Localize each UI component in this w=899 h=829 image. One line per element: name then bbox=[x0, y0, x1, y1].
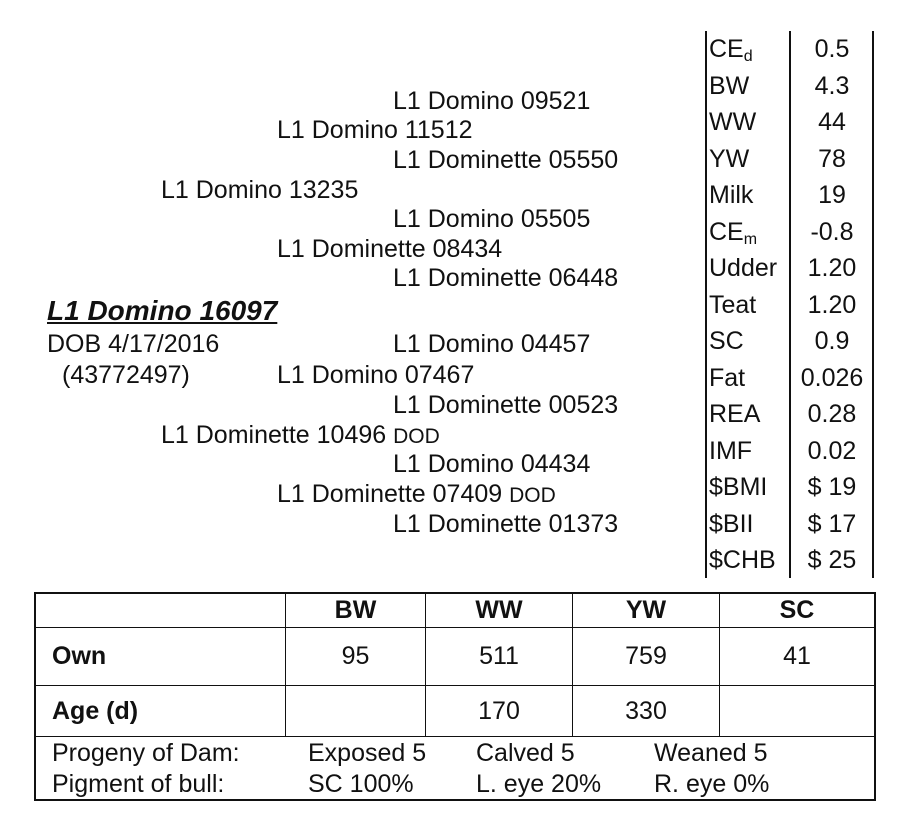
pedigree-dam-sire-sire: L1 Domino 04457 bbox=[393, 330, 591, 358]
epd-value: $ 25 bbox=[807, 546, 857, 574]
epd-label-text: Fat bbox=[709, 363, 746, 392]
epd-label-text: IMF bbox=[709, 436, 753, 465]
epd-row bbox=[705, 214, 874, 251]
pedigree-dam-dam bbox=[277, 482, 556, 507]
epd-label-text: Teat bbox=[709, 290, 757, 319]
pedigree-dam-dam-dam: L1 Dominette 01373 bbox=[393, 510, 619, 538]
header-cell-ww: WW bbox=[426, 594, 573, 628]
table-cell: 330 bbox=[573, 686, 720, 737]
epd-row bbox=[705, 360, 874, 397]
progeny-calved: Calved 5 bbox=[476, 739, 575, 767]
table-cell: 41 bbox=[720, 628, 875, 686]
dod-tag: DOD bbox=[509, 484, 556, 507]
pedigree-dam-dam-name: L1 Dominette 07409 bbox=[277, 480, 503, 508]
header-cell bbox=[36, 594, 286, 628]
pigment-sc: SC 100% bbox=[308, 770, 414, 798]
epd-row bbox=[705, 323, 874, 360]
epd-row bbox=[705, 177, 874, 214]
epd-row bbox=[705, 396, 874, 433]
epd-label-text: $CHB bbox=[709, 546, 776, 574]
subject-animal-name: L1 Domino 16097 bbox=[47, 295, 278, 326]
progeny-exposed: Exposed 5 bbox=[308, 739, 427, 767]
epd-label-text: WW bbox=[709, 108, 757, 136]
pigment-right-eye: R. eye 0% bbox=[654, 770, 770, 798]
epd-label bbox=[709, 31, 753, 68]
epd-label bbox=[709, 433, 752, 470]
pedigree-sire-dam-sire: L1 Domino 05505 bbox=[393, 205, 591, 233]
pedigree-sire: L1 Domino 13235 bbox=[161, 176, 359, 204]
epd-label-text: REA bbox=[709, 400, 761, 428]
pedigree-sire-dam: L1 Dominette 08434 bbox=[277, 235, 503, 263]
header-cell-yw: YW bbox=[573, 594, 720, 628]
epd-value: -0.8 bbox=[810, 217, 854, 246]
registration-number: (43772497) bbox=[62, 361, 190, 389]
epd-value: 4.3 bbox=[814, 71, 850, 100]
epd-label-text: CE bbox=[709, 217, 744, 246]
epd-value: $ 19 bbox=[807, 473, 857, 501]
epd-value: 0.02 bbox=[807, 436, 857, 465]
dod-tag: DOD bbox=[393, 425, 440, 448]
epd-label bbox=[709, 141, 749, 178]
epd-row bbox=[705, 68, 874, 105]
pedigree-sire-dam-dam: L1 Dominette 06448 bbox=[393, 264, 619, 292]
epd-label bbox=[709, 469, 767, 506]
epd-label bbox=[709, 323, 744, 360]
epd-value: 0.026 bbox=[800, 363, 864, 392]
epd-row bbox=[705, 141, 874, 178]
epd-label bbox=[709, 250, 777, 287]
performance-header-row bbox=[36, 594, 874, 628]
epd-row bbox=[705, 250, 874, 287]
epd-label-text: Udder bbox=[709, 254, 778, 282]
epd-label bbox=[709, 214, 757, 251]
table-cell: 511 bbox=[426, 628, 573, 686]
epd-label-text: $BII bbox=[709, 509, 754, 538]
epd-row bbox=[705, 506, 874, 543]
table-row-own bbox=[36, 628, 874, 686]
pedigree-dam-dam-sire: L1 Domino 04434 bbox=[393, 450, 591, 478]
pigment-label: Pigment of bull: bbox=[52, 770, 225, 798]
header-cell-bw: BW bbox=[286, 594, 426, 628]
epd-label-subscript: m bbox=[743, 230, 758, 248]
epd-label-subscript: d bbox=[743, 48, 753, 65]
table-cell: 759 bbox=[573, 628, 720, 686]
epd-value: 0.28 bbox=[807, 400, 857, 428]
epd-value: 0.5 bbox=[814, 35, 850, 63]
epd-value: 44 bbox=[818, 108, 846, 136]
epd-value: 1.20 bbox=[807, 254, 857, 282]
table-cell bbox=[286, 686, 426, 737]
pedigree-dam bbox=[161, 423, 440, 448]
row-label: Own bbox=[36, 628, 286, 686]
epd-label-text: Milk bbox=[709, 181, 754, 209]
table-cell: 95 bbox=[286, 628, 426, 686]
header-cell-sc: SC bbox=[720, 594, 875, 628]
epd-label bbox=[709, 68, 749, 105]
epd-label-text: YW bbox=[709, 144, 750, 173]
table-cell: 170 bbox=[426, 686, 573, 737]
date-of-birth: DOB 4/17/2016 bbox=[47, 330, 220, 358]
epd-label-text: CE bbox=[709, 35, 744, 63]
epd-value: $ 17 bbox=[807, 509, 857, 538]
epd-label bbox=[709, 177, 753, 214]
epd-table bbox=[705, 31, 874, 578]
row-label: Age (d) bbox=[36, 686, 286, 737]
epd-row bbox=[705, 104, 874, 141]
epd-label bbox=[709, 360, 745, 397]
epd-label bbox=[709, 506, 753, 543]
epd-label bbox=[709, 104, 756, 141]
epd-label bbox=[709, 287, 756, 324]
epd-value: 0.9 bbox=[814, 327, 850, 355]
epd-label bbox=[709, 396, 760, 433]
epd-value: 78 bbox=[818, 144, 846, 173]
epd-label bbox=[709, 542, 776, 579]
pedigree-sire-sire-sire: L1 Domino 09521 bbox=[393, 87, 591, 115]
pedigree-sire-sire-dam: L1 Dominette 05550 bbox=[393, 146, 619, 174]
progeny-weaned: Weaned 5 bbox=[654, 739, 768, 767]
epd-row bbox=[705, 31, 874, 68]
table-row-age bbox=[36, 686, 874, 737]
pedigree-dam-sire-dam: L1 Dominette 00523 bbox=[393, 391, 619, 419]
performance-table bbox=[34, 592, 876, 801]
epd-row bbox=[705, 469, 874, 506]
pigment-left-eye: L. eye 20% bbox=[476, 770, 602, 798]
epd-label-text: $BMI bbox=[709, 473, 768, 501]
table-cell bbox=[720, 686, 875, 737]
progeny-label: Progeny of Dam: bbox=[52, 739, 240, 767]
epd-value: 19 bbox=[818, 181, 846, 209]
epd-label-text: SC bbox=[709, 327, 744, 355]
epd-row bbox=[705, 433, 874, 470]
pedigree-sire-sire: L1 Domino 11512 bbox=[277, 116, 473, 144]
epd-label-text: BW bbox=[709, 71, 750, 100]
epd-value: 1.20 bbox=[807, 290, 857, 319]
pedigree-dam-sire: L1 Domino 07467 bbox=[277, 361, 475, 389]
epd-row bbox=[705, 287, 874, 324]
epd-row bbox=[705, 542, 874, 579]
pedigree-dam-name: L1 Dominette 10496 bbox=[161, 421, 387, 449]
